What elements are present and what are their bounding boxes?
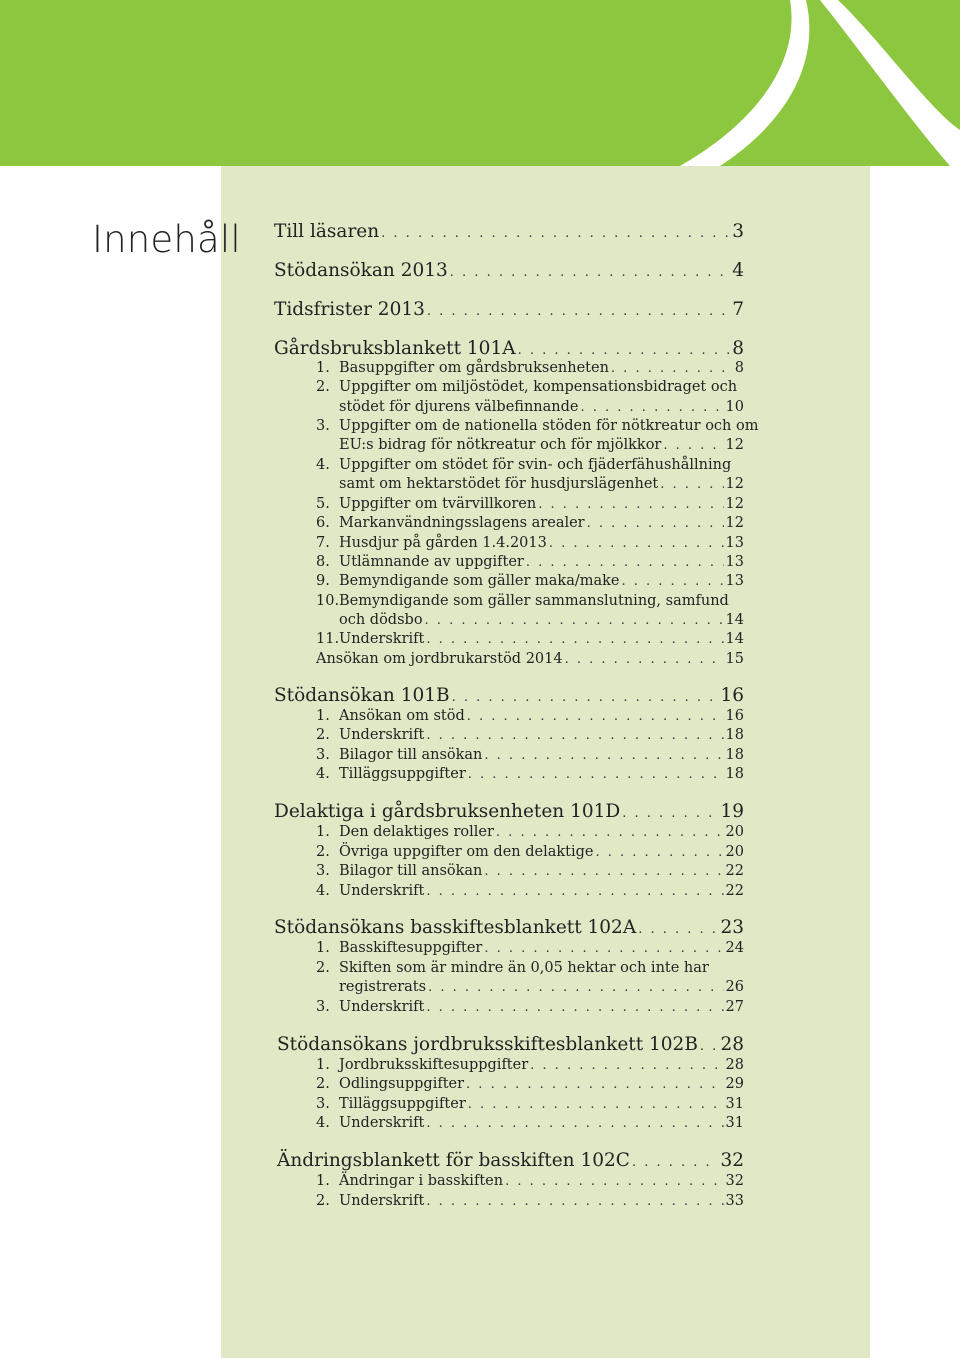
toc-entry-title: Bilagor till ansökan [339,863,483,879]
toc-entry-title: Ansökan om stöd [339,708,465,724]
toc-entry-number: 10. [316,593,340,609]
toc-entry-title: Till läsaren [274,221,380,242]
toc-entry-number: 4. [316,766,330,782]
toc-entry-title: Uppgifter om tvärvillkoren [339,496,537,512]
toc-entry-title: Ändringar i basskiften [339,1173,504,1189]
toc-entry-page: 33 [725,1193,744,1209]
toc-entry-page: 31 [725,1096,744,1112]
toc-entry-line: Uppgifter om miljöstödet, kompensationsbidraget och [339,379,738,395]
toc-entry [277,1150,744,1174]
toc-entry-title: samt om hektarstödet för husdjurslägenhet [339,476,659,492]
toc-entry-page: 29 [725,1076,744,1092]
toc-entry-title: Stödansökan 2013 [274,260,448,281]
toc-entry-title: Ansökan om jordbrukarstöd 2014 [316,651,563,667]
toc-entry-number: 4. [316,883,330,899]
toc-entry [339,1193,744,1212]
toc-entry-line: Uppgifter om stödet för svin- och fjäderfähushållning [339,457,732,473]
toc-entry [339,496,744,515]
toc-entry-title: Underskrift [339,727,425,743]
toc-entry [274,260,744,284]
toc-entry [339,727,744,746]
toc-entry [274,338,744,362]
toc-entry-page: 28 [720,1034,744,1055]
toc-entry-title: Bilagor till ansökan [339,747,483,763]
toc-entry-title: Ändringsblankett för basskiften 102C [277,1150,630,1171]
toc-entry [339,612,744,631]
toc-entry-page: 32 [720,1150,744,1171]
toc-entry [274,299,744,323]
toc-entry-page: 16 [725,708,744,724]
toc-entry-number: 1. [316,1173,330,1189]
toc-entry-page: 12 [725,496,744,512]
toc-entry-page: 12 [725,515,744,531]
toc-entry-page: 18 [725,727,744,743]
toc-entry [339,1173,744,1192]
toc-entry-page: 27 [725,999,744,1015]
toc-entry-page: 20 [725,844,744,860]
toc-entry [339,1057,744,1076]
toc-entry-page: 24 [725,940,744,956]
toc-entry-title: Delaktiga i gårdsbruksenheten 101D [274,801,621,822]
toc-entry [274,685,744,709]
toc-entry-title: Underskrift [339,1193,425,1209]
toc-entry-page: 31 [725,1115,744,1131]
toc-entry-page: 14 [725,612,744,628]
toc-entry-title: Stödansökans jordbruksskiftesblankett 102B [277,1034,698,1055]
toc-entry [339,1096,744,1115]
toc-entry-page: 18 [725,766,744,782]
toc-entry-number: 2. [316,727,330,743]
toc-entry-title: Underskrift [339,1115,425,1131]
toc-entry-title: Tilläggsuppgifter [339,1096,466,1112]
toc-entry [339,437,744,456]
toc-entry-title: Den delaktiges roller [339,824,494,840]
toc-entry-page: 32 [725,1173,744,1189]
toc-entry-page: 22 [725,883,744,899]
toc-entry-title: stödet för djurens välbefinnande [339,399,579,415]
toc-entry-number: 2. [316,960,330,976]
toc-entry-page: 13 [725,535,744,551]
toc-entry-title: Odlingsuppgifter [339,1076,465,1092]
toc-entry-page: 20 [725,824,744,840]
toc-entry-title: Bemyndigande som gäller maka/make [339,573,620,589]
toc-entry-page: 23 [720,917,744,938]
toc-entry-number: 8. [316,554,330,570]
toc-entry-page: 19 [720,801,744,822]
toc-entry [339,708,744,727]
toc-entry-number: 4. [316,457,330,473]
toc-entry-line: Bemyndigande som gäller sammanslutning, samfund [339,593,729,609]
toc-entry-title: Övriga uppgifter om den delaktige [339,844,594,860]
toc-entry [339,883,744,902]
toc-entry-page: 13 [725,554,744,570]
toc-entry-number: 2. [316,844,330,860]
toc-entry-number: 1. [316,940,330,956]
toc-entry-page: 12 [725,437,744,453]
toc-entry-page: 16 [720,685,744,706]
toc-entry-line: Skiften som är mindre än 0,05 hektar och inte har [339,960,709,976]
toc-entry [339,399,744,418]
toc-entry [339,766,744,785]
toc-entry-number: 4. [316,1115,330,1131]
toc-entry [339,747,744,766]
toc-entry [339,844,744,863]
toc-entry-page: 4 [732,260,744,281]
toc-entry-number: 1. [316,824,330,840]
toc-entry-title: Underskrift [339,883,425,899]
toc-entry-page: 10 [725,399,744,415]
page-title: Innehåll [92,218,241,261]
toc-entry-page: 8 [732,338,744,359]
toc-entry-title: Stödansökans basskiftesblankett 102A [274,917,637,938]
toc-entry-title: Underskrift [339,999,425,1015]
toc-entry-number: 6. [316,515,330,531]
toc-entry [339,573,744,592]
toc-entry-number: 3. [316,999,330,1015]
toc-entry [339,476,744,495]
toc-entry-number: 3. [316,747,330,763]
toc-entry-title: Husdjur på gården 1.4.2013 [339,535,547,551]
toc-entry-page: 8 [734,360,744,376]
toc-entry-page: 14 [725,631,744,647]
toc-entry-page: 18 [725,747,744,763]
toc-entry-title: Markanvändningsslagens arealer [339,515,585,531]
toc-entry [339,824,744,843]
toc-entry [316,651,744,670]
toc-entry-title: Stödansökan 101B [274,685,450,706]
toc-entry-page: 7 [732,299,744,320]
toc-entry [339,999,744,1018]
toc-entry-number: 11. [316,631,340,647]
toc-entry-page: 15 [725,651,744,667]
toc-entry [274,801,744,825]
toc-entry-page: 22 [725,863,744,879]
toc-entry [339,1115,744,1134]
toc-entry-title: och dödsbo [339,612,423,628]
toc-entry-number: 1. [316,1057,330,1073]
toc-entry [277,1034,744,1058]
toc-entry-page: 3 [732,221,744,242]
toc-entry-page: 26 [725,979,744,995]
toc-entry [274,221,744,245]
toc-entry-title: Tilläggsuppgifter [339,766,466,782]
toc-entry [339,554,744,573]
toc-entry-number: 1. [316,708,330,724]
toc-entry-page: 12 [725,476,744,492]
toc-entry [339,631,744,650]
toc-entry-number: 3. [316,418,330,434]
toc-entry-title: Utlämnande av uppgifter [339,554,524,570]
toc-entry [339,360,744,379]
toc-entry-number: 5. [316,496,330,512]
toc-entry-title: Basskiftesuppgifter [339,940,483,956]
toc-entry-page: 13 [725,573,744,589]
toc-entry-title: Basuppgifter om gårdsbruksenheten [339,360,609,376]
toc-entry-page: 28 [725,1057,744,1073]
toc-entry-number: 7. [316,535,330,551]
toc-entry-title: Underskrift [339,631,425,647]
toc-entry [339,979,744,998]
toc-entry-number: 2. [316,1076,330,1092]
toc-entry-title: registrerats [339,979,427,995]
toc-entry [339,1076,744,1095]
toc-entry-number: 2. [316,1193,330,1209]
toc-entry-title: Jordbruksskiftesuppgifter [339,1057,529,1073]
toc-entry-number: 1. [316,360,330,376]
toc-entry-number: 2. [316,379,330,395]
toc-entry-number: 9. [316,573,330,589]
toc-entry-number: 3. [316,1096,330,1112]
toc-entry-title: Gårdsbruksblankett 101A [274,338,516,359]
toc-entry [339,515,744,534]
toc-entry [339,863,744,882]
toc-entry [339,535,744,554]
toc-entry-line: Uppgifter om de nationella stöden för nötkreatur och om [339,418,759,434]
toc-entry-title: Tidsfrister 2013 [274,299,425,320]
toc-entry [339,940,744,959]
toc-entry [274,917,744,941]
toc-entry-title: EU:s bidrag för nötkreatur och för mjölkkor [339,437,662,453]
toc-entry-number: 3. [316,863,330,879]
